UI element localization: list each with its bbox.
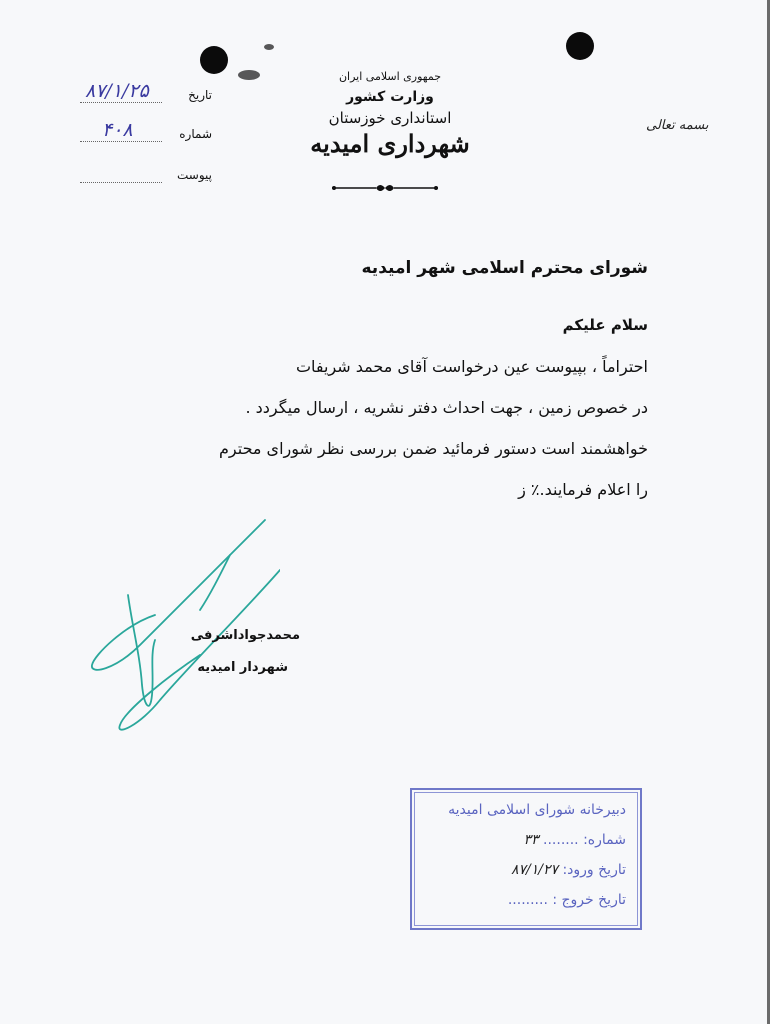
punch-hole-right <box>566 32 594 60</box>
ornament-divider-icon <box>330 180 440 196</box>
stamp-exit-label: تاریخ خروج : ......... <box>507 892 626 908</box>
body-line: خواهشمند است دستور فرمائید ضمن بررسی نظر شورای محترم <box>219 439 648 458</box>
stamp-number-value: ۳۳ <box>523 832 539 848</box>
letterhead <box>280 70 500 158</box>
date-value: ۸۷/۱/۲۵ <box>85 80 149 102</box>
secretariat-stamp <box>410 788 642 930</box>
number-dotted-line <box>80 141 162 142</box>
attachment-dotted-line <box>80 182 162 183</box>
letterhead-country: جمهوری اسلامی ایران <box>338 70 442 83</box>
letterhead-province: استانداری خوزستان <box>328 109 452 127</box>
body-line: را اعلام فرمایند.٪ ز <box>518 480 648 499</box>
punch-hole-left <box>200 46 228 74</box>
recipient-line: شورای محترم اسلامی شهر امیدیه <box>361 258 648 278</box>
date-label: تاریخ <box>188 88 212 102</box>
stamp-number-row <box>524 832 626 848</box>
greeting: سلام علیکم <box>562 316 648 334</box>
body-line: در خصوص زمین ، جهت احداث دفتر نشریه ، ارسال میگردد . <box>245 398 648 417</box>
stamp-number-label: شماره: ........ <box>543 832 626 848</box>
letterhead-ministry: وزارت کشور <box>346 89 434 105</box>
stamp-entry-value: ۸۷/۱/۲۷ <box>510 862 558 878</box>
number-label: شماره <box>179 127 212 141</box>
bismillah-calligraphy: بسمه تعالی <box>646 118 709 133</box>
letterhead-municipality: شهرداری امیدیه <box>310 129 470 158</box>
date-dotted-line <box>80 102 162 103</box>
stamp-entry-label: تاریخ ورود: <box>562 862 626 878</box>
scan-smudge <box>238 70 260 80</box>
scan-smudge <box>264 44 274 50</box>
signatory-title: شهردار امیدیه <box>197 660 288 675</box>
body-line: احتراماً ، بپیوست عین درخواست آقای محمد شریفات <box>295 357 648 376</box>
signatory-name: محمدجواداشرفی <box>190 628 300 643</box>
attachment-label: پیوست <box>177 168 212 182</box>
stamp-entry-row <box>511 862 626 878</box>
number-value: ۴۰۸ <box>102 119 133 141</box>
stamp-title: دبیرخانه شورای اسلامی امیدیه <box>448 802 626 818</box>
